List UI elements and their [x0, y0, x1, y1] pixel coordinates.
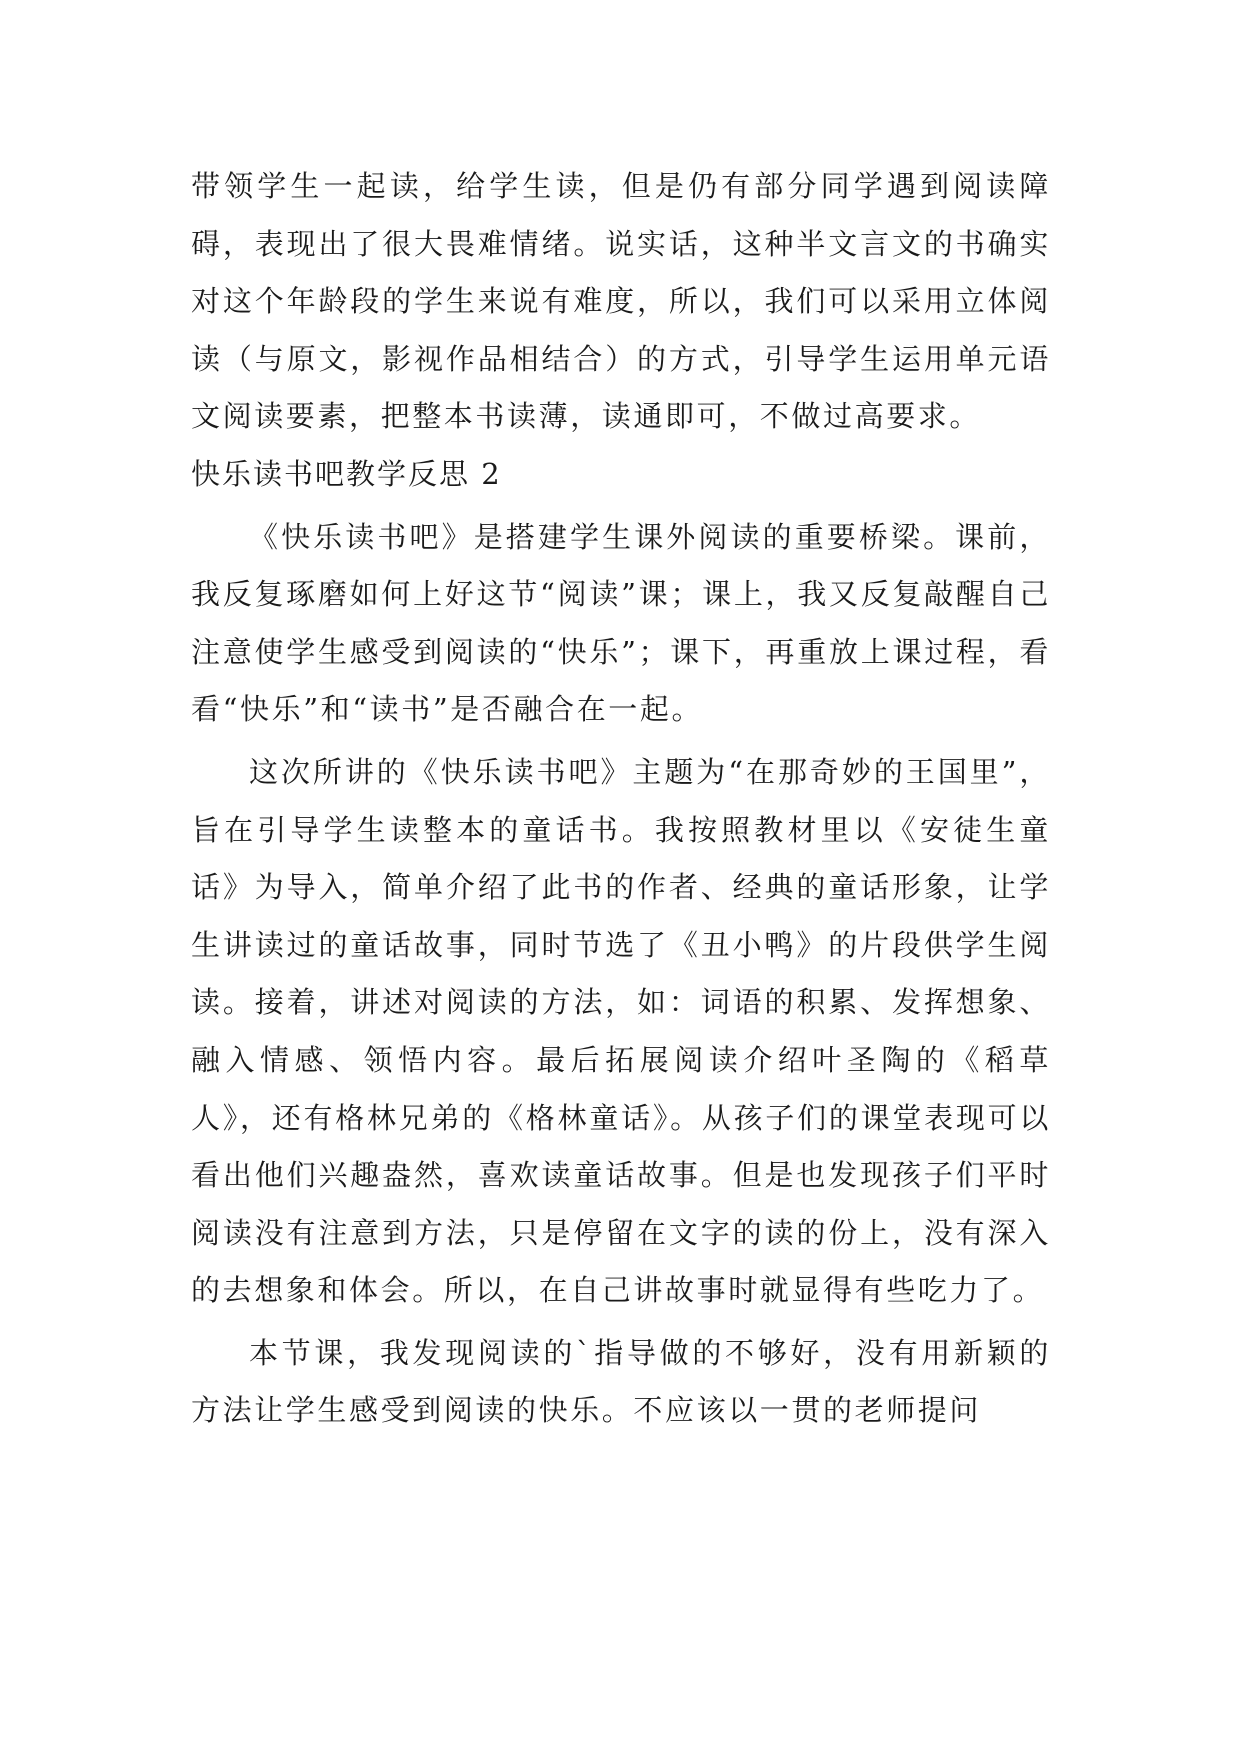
intro-paragraph: 带领学生一起读，给学生读，但是仍有部分同学遇到阅读障碍，表现出了很大畏难情绪。说实话，这种半文言文的书确实对这个年龄段的学生来说有难度，所以，我们可以采用立体阅读（与原文，影视作品相结合）的方式，引导学生运用单元语文阅读要素，把整本书读薄，读通即可，不做过高要求。	[191, 169, 1051, 434]
paragraph-1: 《快乐读书吧》是搭建学生课外阅读的重要桥梁。课前，我反复琢磨如何上好这节“阅读”课；课上，我又反复敲醒自己注意使学生感受到阅读的“快乐”；课下，再重放上课过程，看看“快乐”和“读书”是否融合在一起。	[191, 519, 1051, 727]
document-body	[191, 158, 1051, 1440]
paragraph-2: 这次所讲的《快乐读书吧》主题为“在那奇妙的王国里”，旨在引导学生读整本的童话书。我按照教材里以《安徒生童话》为导入，简单介绍了此书的作者、经典的童话形象，让学生讲读过的童话故事，同时节选了《丑小鸭》的片段供学生阅读。接着，讲述对阅读的方法，如：词语的积累、发挥想象、融入情感、领悟内容。最后拓展阅读介绍叶圣陶的《稻草人》，还有格林兄弟的《格林童话》。从孩子们的课堂表现可以看出他们兴趣盎然，喜欢读童话故事。但是也发现孩子们平时阅读没有注意到方法，只是停留在文字的读的份上，没有深入的去想象和体会。所以，在自己讲故事时就显得有些吃力了。	[191, 754, 1051, 1308]
paragraph-3: 本节课，我发现阅读的`指导做的不够好，没有用新颖的方法让学生感受到阅读的快乐。不应该以一贯的老师提问	[191, 1335, 1051, 1428]
section-title: 快乐读书吧教学反思 2	[191, 456, 502, 491]
